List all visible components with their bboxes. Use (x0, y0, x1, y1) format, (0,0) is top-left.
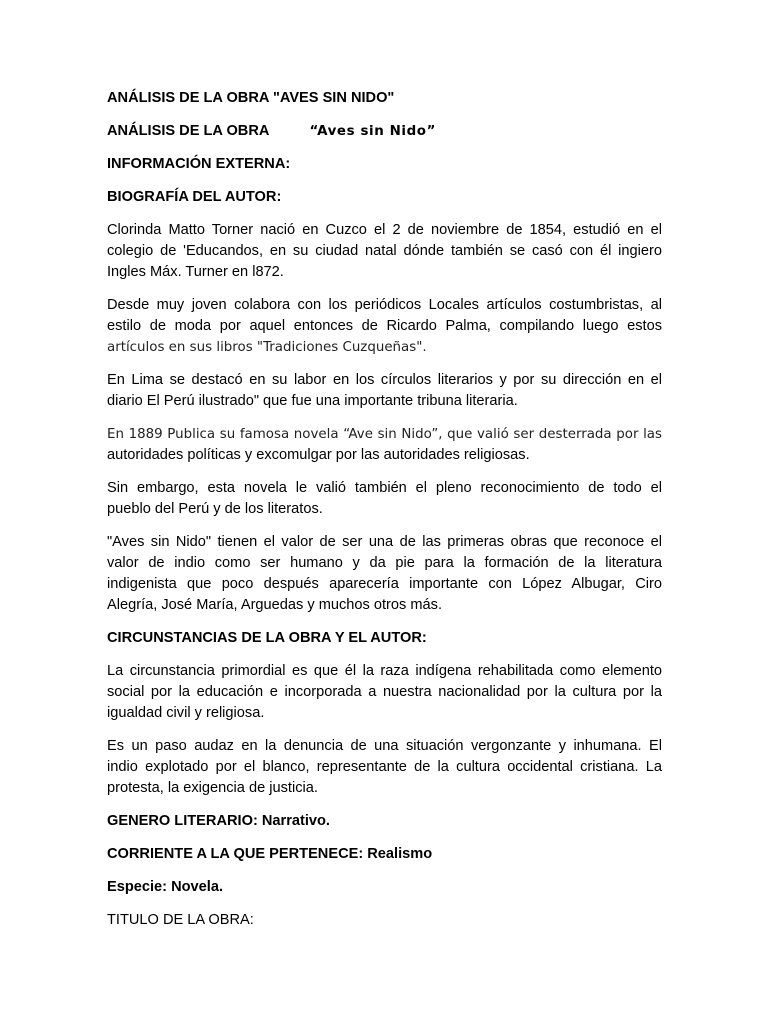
paragraph-biografia-3 (107, 370, 662, 412)
paragraph-biografia-1 (107, 220, 662, 283)
text-line: En Lima se destacó en su labor en los círculos literarios y por su dirección en el (107, 372, 662, 388)
text-line: Es un paso audaz en la denuncia de una situación vergonzante y inhumana. El (107, 738, 662, 754)
text-line: social por la educación e incorporada a nuestra nacionalidad por la cultura por la (107, 684, 662, 700)
text-line: valor de indio como ser humano y da pie para la formación de la literatura (107, 555, 662, 571)
document-subtitle (107, 121, 662, 142)
text-line: pueblo del Perú y de los literatos. (107, 501, 323, 517)
heading-biografia: BIOGRAFÍA DEL AUTOR: (107, 189, 282, 205)
paragraph-circunstancias-2 (107, 736, 662, 799)
text-line: "Aves sin Nido" tienen el valor de ser una de las primeras obras que reconoce el (107, 534, 662, 550)
text-line: artículos en sus libros "Tradiciones Cuzqueñas". (107, 340, 427, 355)
heading-circunstancias: CIRCUNSTANCIAS DE LA OBRA Y EL AUTOR: (107, 630, 427, 646)
text-line: diario El Perú ilustrado" que fue una importante tribuna literaria. (107, 393, 518, 409)
corriente-literaria: CORRIENTE A LA QUE PERTENECE: Realismo (107, 846, 433, 862)
text-line: protesta, la exigencia de justicia. (107, 780, 318, 796)
text-line: Sin embargo, esta novela le valió también el pleno reconocimiento de todo el (107, 480, 662, 496)
text-line: Ingles Máx. Turner en l872. (107, 264, 284, 280)
paragraph-biografia-5 (107, 478, 662, 520)
paragraph-circunstancias-1 (107, 661, 662, 724)
text-line: indio explotado por el blanco, representante de la cultura occidental cristiana. La (107, 759, 662, 775)
especie: Especie: Novela. (107, 879, 223, 895)
document-page (107, 88, 662, 931)
text-line: Alegría, José María, Arguedas y muchos otros más. (107, 597, 442, 613)
text-line: igualdad civil y religiosa. (107, 705, 265, 721)
heading-informacion-externa: INFORMACIÓN EXTERNA: (107, 156, 291, 172)
subtitle-right: “Aves sin Nido” (309, 124, 436, 139)
text-line: colegio de 'Educandos, en su ciudad natal dónde también se casó con él ingiero (107, 243, 662, 259)
text-line: Desde muy joven colabora con los periódicos Locales artículos costumbristas, al (107, 297, 662, 313)
titulo-de-la-obra: TITULO DE LA OBRA: (107, 912, 254, 928)
text-line: En 1889 Publica su famosa novela “Ave sin Nido”, que valió ser desterrada por las (107, 427, 662, 442)
text-line: La circunstancia primordial es que él la raza indígena rehabilitada como elemento (107, 663, 662, 679)
paragraph-biografia-2 (107, 295, 662, 358)
paragraph-biografia-4 (107, 424, 662, 466)
genero-literario: GENERO LITERARIO: Narrativo. (107, 813, 330, 829)
document-title: ANÁLISIS DE LA OBRA "AVES SIN NIDO" (107, 90, 395, 106)
text-line: autoridades políticas y excomulgar por las autoridades religiosas. (107, 447, 530, 463)
text-line: Clorinda Matto Torner nació en Cuzco el 2 de noviembre de 1854, estudió en el (107, 222, 662, 238)
text-line: estilo de moda por aquel entonces de Ricardo Palma, compilando luego estos (107, 318, 662, 334)
paragraph-biografia-6 (107, 532, 662, 616)
text-line: indigenista que poco después aparecería importante con López Albugar, Ciro (107, 576, 662, 592)
subtitle-left: ANÁLISIS DE LA OBRA (107, 123, 270, 139)
